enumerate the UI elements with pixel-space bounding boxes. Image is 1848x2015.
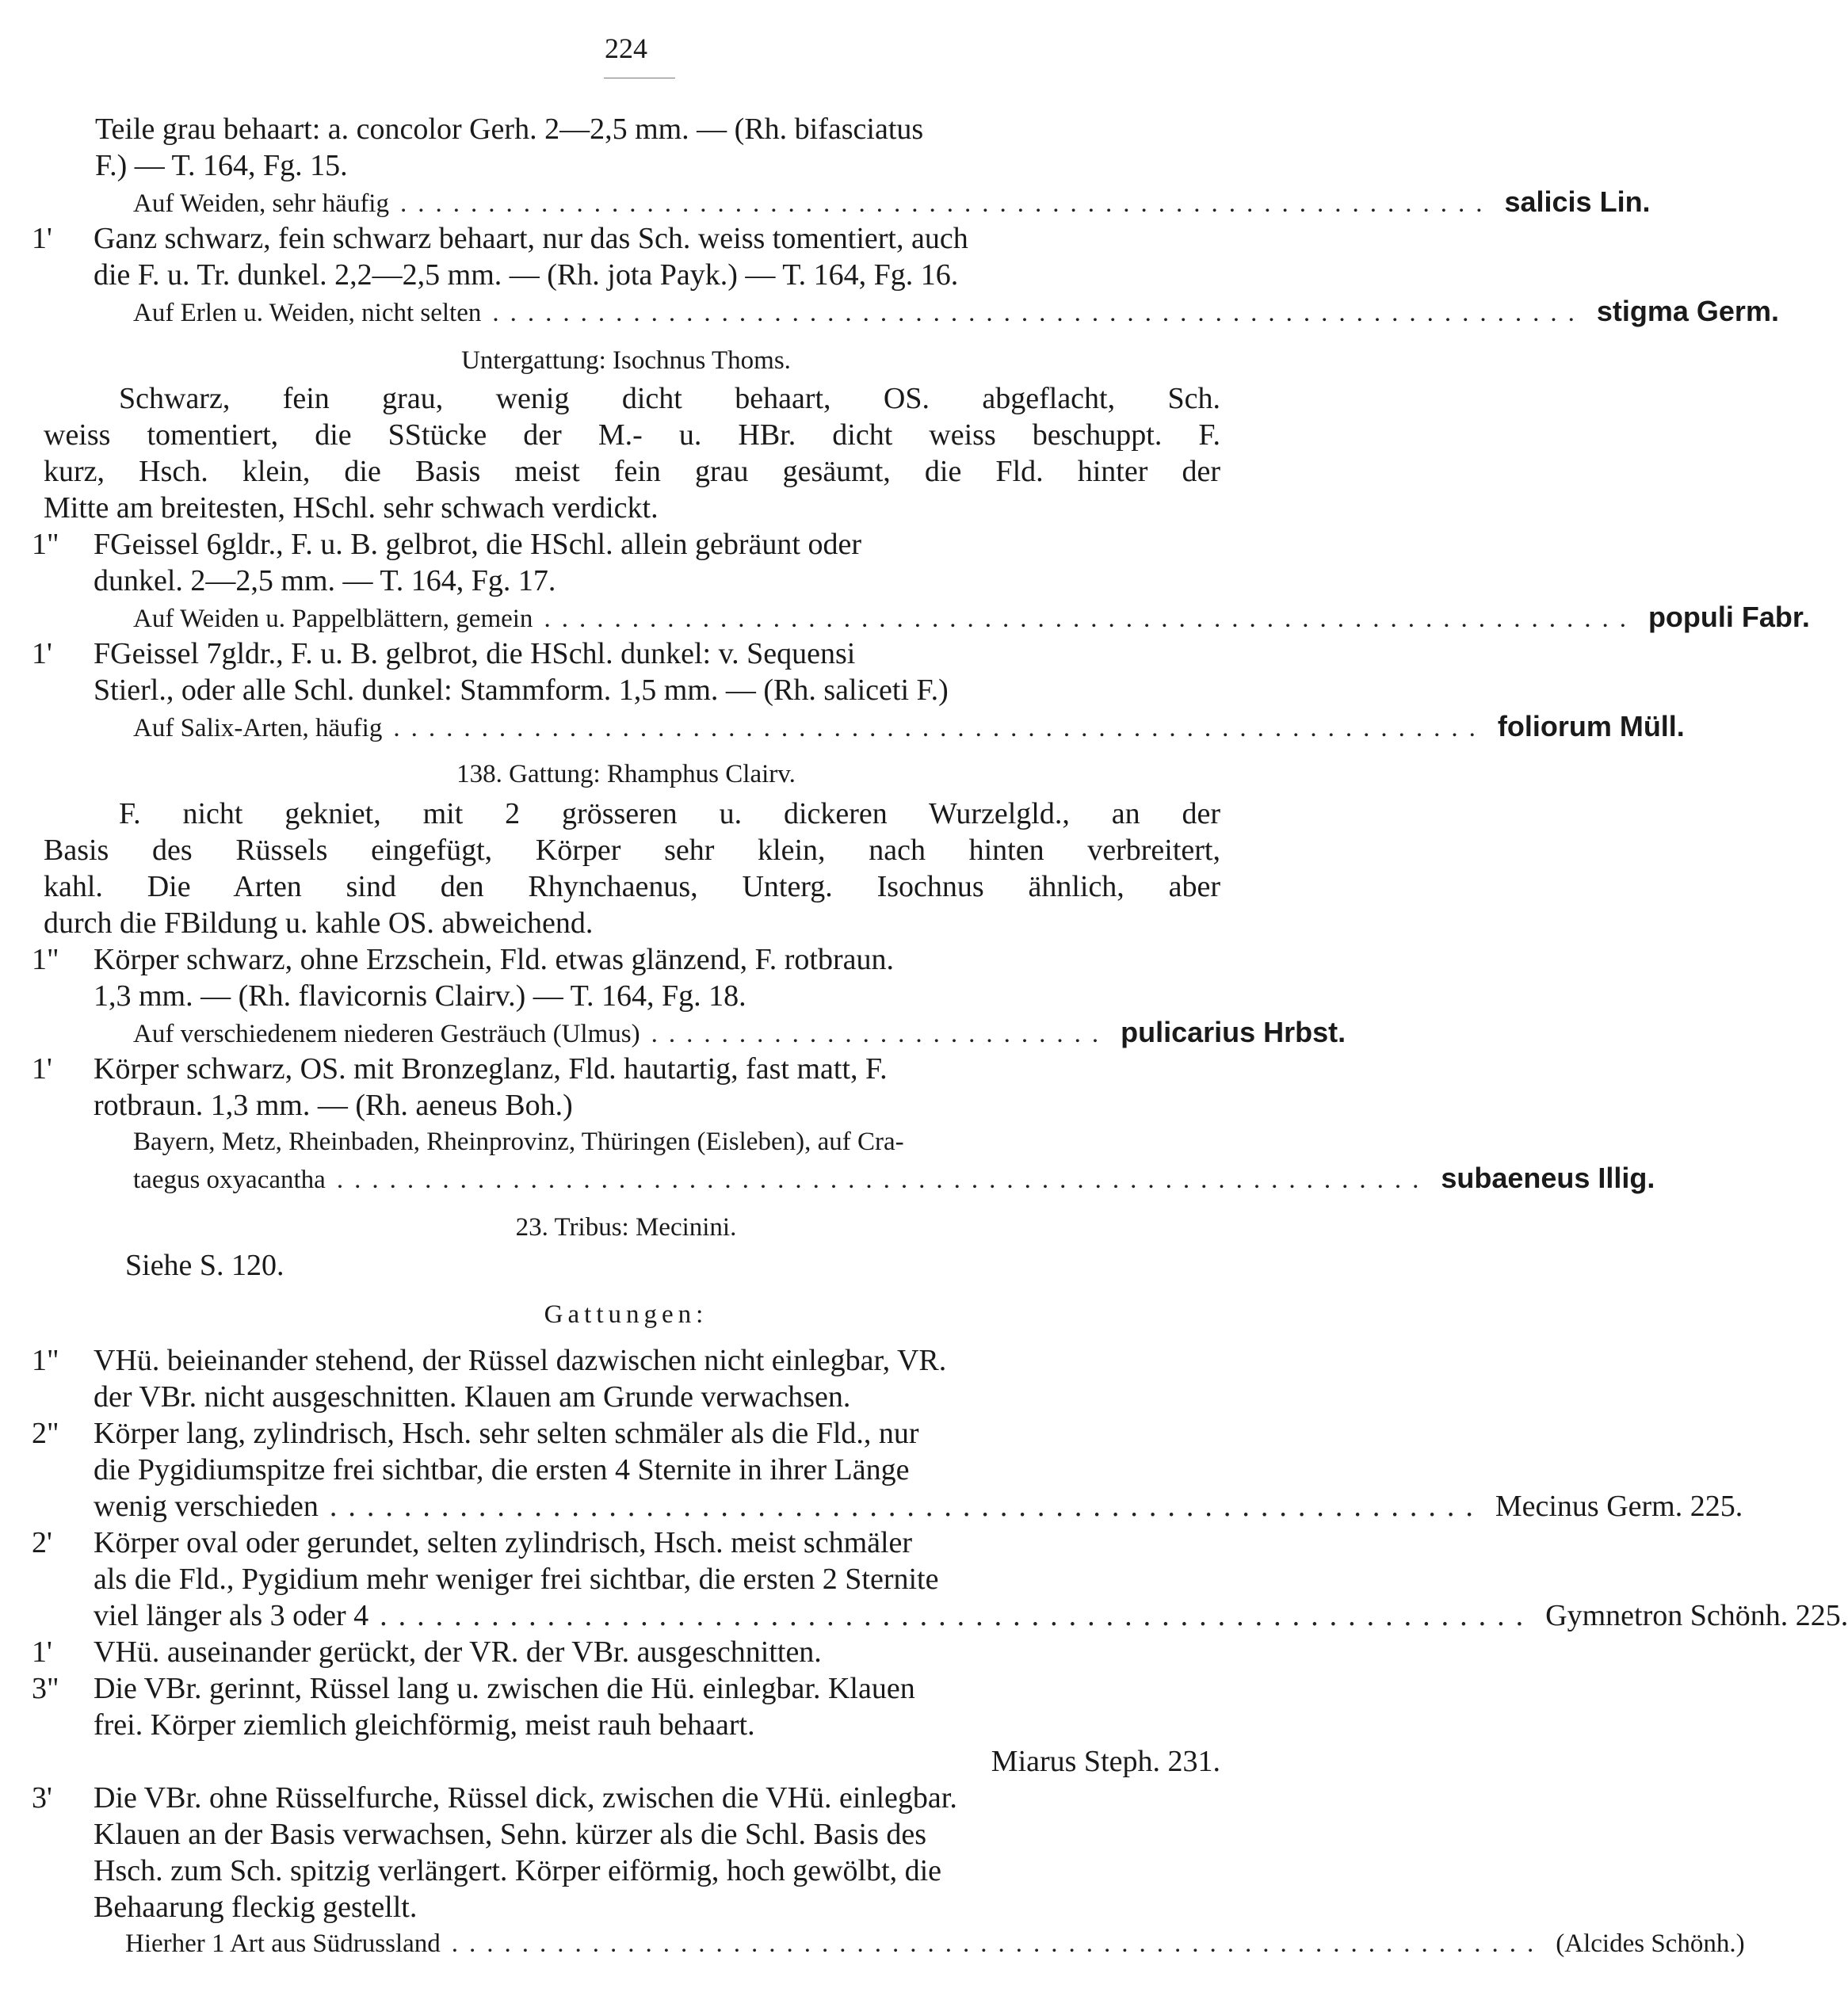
text-line: Stierl., oder alle Schl. dunkel: Stammform. 1,5 mm. — (Rh. saliceti F.) [94, 674, 949, 707]
key-entry-locality [125, 1925, 1745, 1962]
key-text: Körper oval oder gerundet, selten zylindrisch, Hsch. meist schmäler [94, 1526, 913, 1559]
key-number: 3' [32, 1781, 52, 1815]
key-line [32, 1780, 1220, 1816]
key-entry-locality [133, 708, 1685, 745]
key-text: Ganz schwarz, fein schwarz behaart, nur das Sch. weiss tomentiert, auch [94, 222, 968, 255]
text-line: der VBr. nicht ausgeschnitten. Klauen am Grunde verwachsen. [94, 1380, 851, 1414]
key-entry-locality [133, 1160, 1655, 1196]
key-text: Körper schwarz, OS. mit Bronzeglanz, Fld. hautartig, fast matt, F. [94, 1052, 888, 1086]
key-entry-genus [94, 1597, 1848, 1634]
locality-text: taegus oxyacantha [133, 1166, 326, 1194]
genus-name: Miarus Steph. 231. [991, 1745, 1220, 1778]
key-text: Die VBr. ohne Rüsselfurche, Rüssel dick, zwischen die VHü. einlegbar. [94, 1781, 957, 1815]
key-line [32, 1342, 1220, 1379]
subheading: Gattungen: [544, 1300, 708, 1329]
leader-dots: .............................................................. [336, 1166, 1430, 1194]
key-number: 1' [32, 1635, 52, 1669]
text-line: Mitte am breitesten, HSchl. sehr schwach verdickt. [44, 491, 659, 525]
subgenus-heading: Untergattung: Isochnus Thoms. [461, 346, 791, 375]
text-line: Schwarz, fein grau, wenig dicht behaart, OS. abgeflacht, Sch. [119, 382, 1220, 415]
locality-text: Auf Weiden, sehr häufig [133, 189, 389, 218]
text-line: kurz, Hsch. klein, die Basis meist fein grau gesäumt, die Fld. hinter der [44, 455, 1220, 488]
leader-dots: .......................... [651, 1020, 1110, 1048]
species-name: subaeneus Illig. [1441, 1162, 1655, 1194]
entry-text: wenig verschieden [94, 1490, 319, 1523]
key-number: 3" [32, 1672, 59, 1705]
key-line [32, 1525, 1220, 1561]
text-line: Klauen an der Basis verwachsen, Sehn. kürzer als die Schl. Basis des [94, 1818, 927, 1851]
key-text: Körper schwarz, ohne Erzschein, Fld. etwas glänzend, F. rotbraun. [94, 943, 894, 976]
key-entry-locality [133, 1014, 1346, 1051]
genus-name: Gymnetron Schönh. 225. [1545, 1599, 1848, 1632]
page-number: 224 [605, 32, 647, 64]
key-entry-locality [133, 293, 1779, 330]
key-line [32, 526, 1220, 563]
key-text: FGeissel 7gldr., F. u. B. gelbrot, die HSchl. dunkel: v. Sequensi [94, 637, 856, 670]
entry-text: viel länger als 3 oder 4 [94, 1599, 369, 1632]
key-number: 1" [32, 528, 59, 561]
locality-text: Auf Erlen u. Weiden, nicht selten [133, 299, 482, 327]
key-number: 1" [32, 1344, 59, 1377]
locality-text: Auf Salix-Arten, häufig [133, 714, 383, 742]
species-name: pulicarius Hrbst. [1121, 1016, 1346, 1048]
key-number: 2' [32, 1526, 52, 1559]
leader-dots: .............................................................. [399, 189, 1494, 218]
text-line: Teile grau behaart: a. concolor Gerh. 2—2,5 mm. — (Rh. bifasciatus [95, 113, 924, 146]
genus-heading: 138. Gattung: Rhamphus Clairv. [456, 760, 796, 788]
key-line [32, 1051, 1220, 1087]
tribe-heading: 23. Tribus: Mecinini. [515, 1213, 737, 1242]
text-line: kahl. Die Arten sind den Rhynchaenus, Unterg. Isochnus ähnlich, aber [44, 870, 1220, 903]
key-line [32, 1670, 1220, 1707]
genus-name: Mecinus Germ. 225. [1495, 1490, 1743, 1523]
text-line: durch die FBildung u. kahle OS. abweichend. [44, 906, 594, 940]
text-line: 1,3 mm. — (Rh. flavicornis Clairv.) — T. 164, Fg. 18. [94, 979, 746, 1013]
key-number: 1' [32, 222, 52, 255]
text-line: Behaarung fleckig gestellt. [94, 1891, 418, 1924]
key-entry-locality [133, 184, 1651, 220]
leader-dots: .............................................................. [329, 1490, 1484, 1523]
key-number: 2" [32, 1417, 59, 1450]
text-line: Basis des Rüssels eingefügt, Körper sehr klein, nach hinten verbreitert, [44, 834, 1220, 867]
leader-dots: .............................................................. [380, 1599, 1535, 1632]
leader-dots: .............................................................. [393, 714, 1487, 742]
text-line: als die Fld., Pygidium mehr weniger frei sichtbar, die ersten 2 Sternite [94, 1563, 939, 1596]
leader-dots: .............................................................. [492, 299, 1586, 327]
text-line: dunkel. 2—2,5 mm. — T. 164, Fg. 17. [94, 564, 556, 597]
species-name: stigma Germ. [1596, 295, 1779, 327]
text-line: Bayern, Metz, Rheinbaden, Rheinprovinz, Thüringen (Eisleben), auf Cra- [133, 1128, 904, 1156]
leader-dots: .............................................................. [544, 605, 1637, 633]
locality-text: Hierher 1 Art aus Südrussland [125, 1929, 441, 1958]
text-line: weiss tomentiert, die SStücke der M.- u. HBr. dicht weiss beschuppt. F. [44, 418, 1220, 452]
leader-dots: .............................................................. [451, 1929, 1545, 1958]
species-name: foliorum Müll. [1497, 710, 1685, 742]
locality-text: Auf Weiden u. Pappelblättern, gemein [133, 605, 533, 633]
genus-name: (Alcides Schönh.) [1556, 1929, 1745, 1958]
locality-text: Auf verschiedenem niederen Gesträuch (Ulmus) [133, 1020, 640, 1048]
key-number: 1" [32, 943, 59, 976]
key-line [32, 1415, 1220, 1452]
species-name: salicis Lin. [1504, 185, 1651, 218]
key-line [32, 635, 1220, 672]
key-line [32, 220, 1220, 257]
text-line: F.) — T. 164, Fg. 15. [95, 149, 348, 182]
key-entry-genus [94, 1488, 1743, 1525]
species-name: populi Fabr. [1648, 601, 1810, 633]
key-text: VHü. beieinander stehend, der Rüssel dazwischen nicht einlegbar, VR. [94, 1344, 947, 1377]
text-line: F. nicht gekniet, mit 2 grösseren u. dickeren Wurzelgld., an der [119, 797, 1220, 830]
cross-reference: Siehe S. 120. [125, 1249, 284, 1282]
key-number: 1' [32, 1052, 52, 1086]
text-line: rotbraun. 1,3 mm. — (Rh. aeneus Boh.) [94, 1089, 573, 1122]
text-line: frei. Körper ziemlich gleichförmig, meist rauh behaart. [94, 1708, 755, 1742]
key-text: Körper lang, zylindrisch, Hsch. sehr selten schmäler als die Fld., nur [94, 1417, 919, 1450]
text-line: Hsch. zum Sch. spitzig verlängert. Körper eiförmig, hoch gewölbt, die [94, 1854, 942, 1887]
key-line [32, 1634, 1220, 1670]
key-text: FGeissel 6gldr., F. u. B. gelbrot, die HSchl. allein gebräunt oder [94, 528, 861, 561]
key-line [32, 941, 1220, 978]
key-text: Die VBr. gerinnt, Rüssel lang u. zwischen die Hü. einlegbar. Klauen [94, 1672, 915, 1705]
key-number: 1' [32, 637, 52, 670]
key-text: VHü. auseinander gerückt, der VR. der VBr. ausgeschnitten. [94, 1635, 822, 1669]
text-line: die Pygidiumspitze frei sichtbar, die ersten 4 Sternite in ihrer Länge [94, 1453, 910, 1486]
text-line: die F. u. Tr. dunkel. 2,2—2,5 mm. — (Rh. jota Payk.) — T. 164, Fg. 16. [94, 258, 959, 292]
key-entry-locality [133, 599, 1810, 635]
